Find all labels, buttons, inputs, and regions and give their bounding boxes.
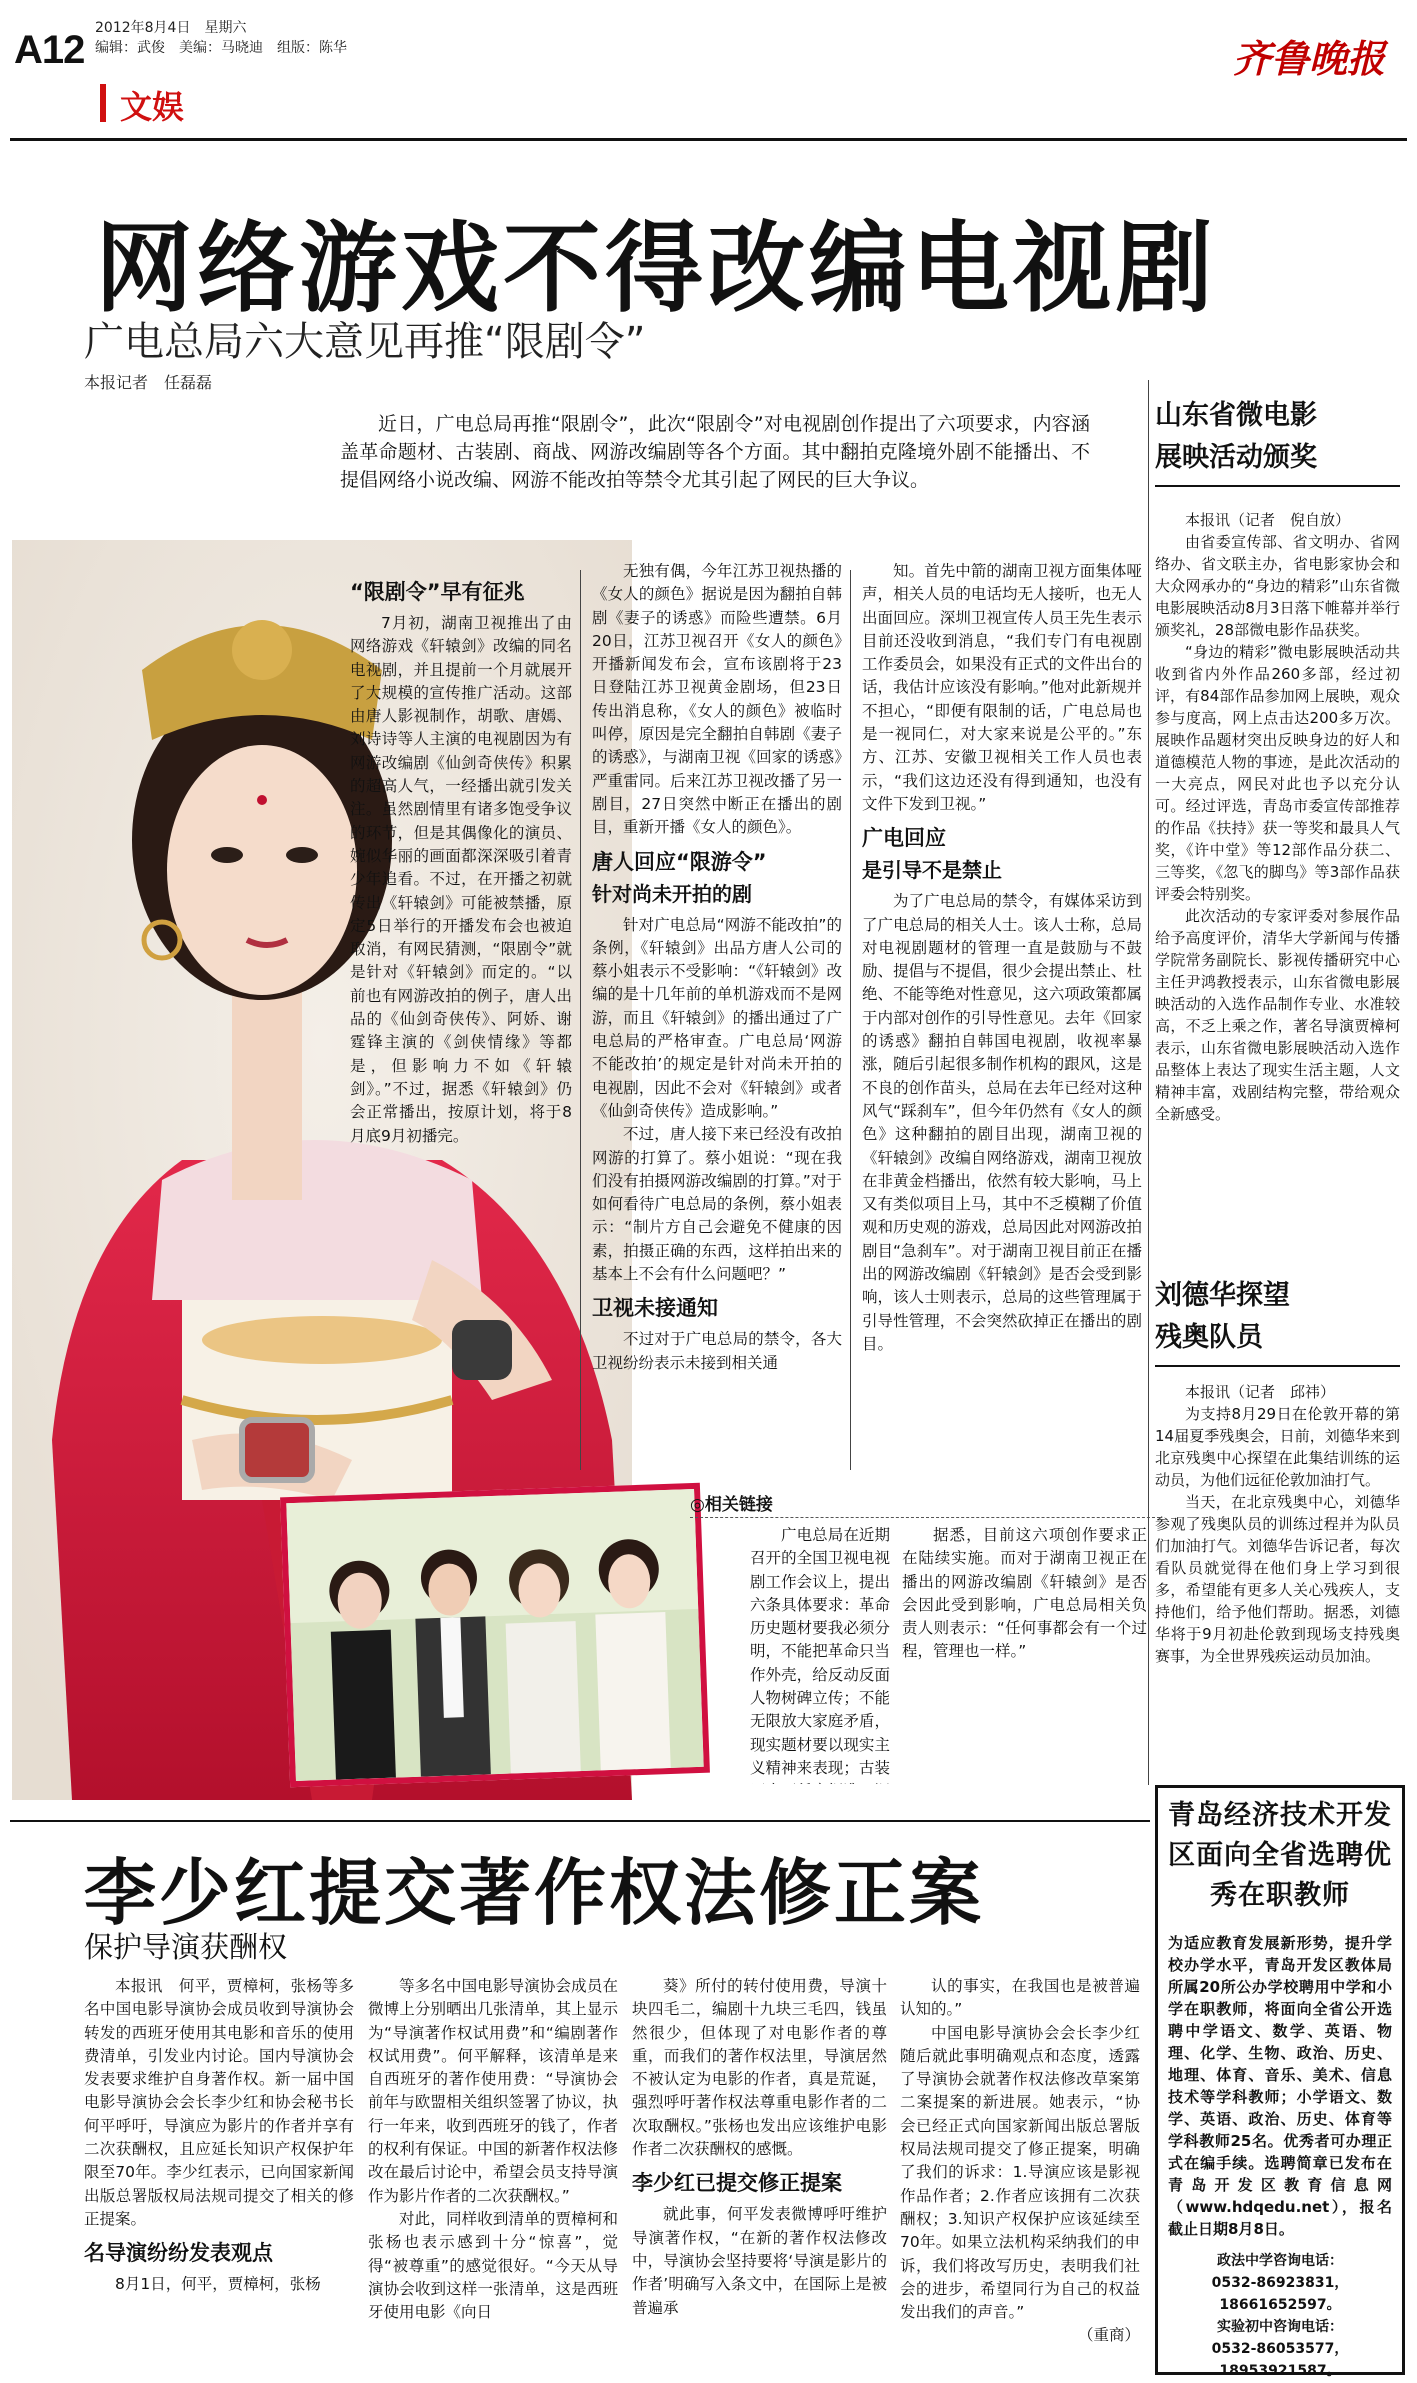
article-divider [10,1820,1150,1822]
article2-column-2 [368,1975,618,2375]
column-heading: 名导演纷纷发表观点 [84,2241,273,2266]
paragraph: 针对广电总局“网游不能改拍”的条例，《轩辕剑》出品方唐人公司的蔡小姐表示不受影响：“《轩辕剑》改编的是十几年前的单机游戏而不是网游，而且《轩辕剑》的播出通过了广电总局的严格审查。广电总局‘网游不能改拍’的规定是针对尚未开拍的电视剧，因此不会对《轩辕剑》或者《仙剑奇侠传》造成影响。” [592,915,842,1120]
ad-contact-line: 0532-86923831，18661652597。 [1211,2275,1349,2313]
article-column-2 [592,560,842,1480]
column-heading: 卫视未接通知 [592,1296,718,1321]
article2-column-3 [632,1975,887,2375]
column-subheading: 针对尚未开拍的剧 [592,881,752,906]
ad-contact-line: 实验初中咨询电话： [1217,2319,1343,2335]
article-column-1 [350,570,572,1490]
article2-credit: （重商） [1077,2326,1140,2345]
article2-headline: 李少红提交著作权法修正案 [84,1851,985,1935]
newspaper-logo: 齐鲁晚报 [1232,36,1385,81]
article2-column-4 [900,1975,1140,2375]
ad-title: 青岛经济技术开发区面向全省选聘优秀在职教师 [1168,1800,1392,1911]
ad-text: 为适应教育发展新形势，提升学校办学水平，青岛开发区教体局所属20所公办学校聘用中学和小学在职教师，将面向全省公开选聘中学语文、数学、英语、物理、化学、生物、政治、历史、地理、体育、音乐、美术、信息技术等学科教师；小学语文、数学、英语、政治、历史、体育等学科教师25名。优秀者可办理正式在编手续。选聘简章已发布在青岛开发区教育信息网（www.hdqedu.net），报名截止日期8月8日。 [1168,1934,1392,2238]
paragraph: 不过对于广电总局的禁令，各大卫视纷纷表示未接到相关通 [592,1330,842,1372]
header-rule [10,138,1407,141]
paragraph: 对此，同样收到清单的贾樟柯和张杨也表示感到十分“惊喜”，觉得“被尊重”的感觉很好。“今天从导演协会收到这样一张清单，这是西班牙使用电影《向日 [368,2209,618,2322]
paragraph: 由省委宣传部、省文明办、省网络办、省文联主办，省电影家协会和大众网承办的“身边的精彩”山东省微电影展映活动8月3日落下帷幕并举行颁奖礼，28部微电影作品获奖。 [1155,533,1400,639]
article-lead: 近日，广电总局再推“限剧令”，此次“限剧令”对电视剧创作提出了六项要求，内容涵盖革命题材、古装剧、商战、网游改编剧等各个方面。其中翻拍克隆境外剧不能播出、不提倡网络小说改编、网游不能改拍等禁令尤其引起了网民的巨大争议。 [340,413,1090,491]
column-subheading: 是引导不是禁止 [862,858,1002,883]
article2-subheadline: 保护导演获酬权 [84,1930,288,1964]
column-heading: 唐人回应“限游令” [592,849,767,874]
column-heading: “限剧令”早有征兆 [350,580,525,604]
section-title: 文娱 [120,88,185,126]
article2-column-1 [84,1975,354,2375]
sidebar-headline: 展映活动颁奖 [1155,442,1317,473]
ad-contacts [1168,2250,1392,2382]
sidebar-byline: 本报讯（记者 邱祎） [1185,1383,1336,1401]
paragraph: 知。首先中箭的湖南卫视方面集体哑声，相关人员的电话均无人接听，也无人出面回应。深圳卫视宣传人员王先生表示目前还没收到消息，“我们专门有电视剧工作委员会，如果没有正式的文件出台的话，我估计应该没有影响。”他对此新规并不担心，“即便有限制的话，广电总局也是一视同仁，对大家来说是公平的。”东方、江苏、安徽卫视相关工作人员也表示，“我们这边还没有得到通知，也没有文件下发到卫视。” [862,562,1142,813]
editors-line: 编辑：武俊 美编：马晓迪 组版：陈华 [95,40,347,56]
cast-illustration [286,1489,703,1781]
page-number: A12 [14,28,85,72]
ad-contact-line: 政法中学咨询电话： [1217,2253,1343,2269]
sidebar-story-1-title [1155,395,1400,487]
paragraph: 广电总局在近期召开的全国卫视电视剧工作会议上，提出六条具体要求：革命历史题材要我必须分明，不能把革命只当作外壳，给反动反面人物树碑立传；不能无限放大家庭矛盾，现实题材要以现实主义精神来表现；古装 [750,1526,890,1777]
paragraph: 为了广电总局的禁令，有媒体采访到了广电总局的相关人士。该人士称，总局对电视剧题材的管理一直是鼓励与不鼓励、提倡与不提倡，很少会提出禁止、杜绝、不能等绝对性意见，这六项政策都属于内部对创作的引导性意见。去年《回家的诱惑》翻拍自韩国电视剧，收视率暴涨，随后引起很多制作机构的跟风，这是不良的创作苗头，总局在去年已经对这种风气“踩刹车”，但今年仍然有《女人的颜色》这种翻拍的剧目出现，湖南卫视的《轩辕剑》改编自网络游戏，湖南卫视放在非黄金档播出，依然有较大影响，马上又有类似项目上马，其中不乏模糊了价值观和历史观的游戏，总局因此对网游改拍剧目“急刹车”。对于湖南卫视目前正在播出的网游改编剧《轩辕剑》是否会受到影响，该人士则表示，总局的这些管理属于引导性管理，不会突然砍掉正在播出的剧目。 [862,892,1142,1353]
sidebar-story-2-title [1155,1275,1400,1367]
issue-weekday: 星期六 [204,20,247,36]
paragraph: 就此事，何平发表微博呼吁维护导演著作权，“在新的著作权法修改中，导演协会坚持要将‘导演是影片的作者’明确写入条文中，在国际上是被普遍承 [632,2205,887,2317]
recruitment-ad [1155,1785,1405,2379]
related-title: ◎相关链接 [690,1490,1160,1518]
column-heading: 李少红已提交修正提案 [632,2171,842,2196]
related-links-box [690,1490,1160,1790]
issue-info [95,18,347,58]
paragraph: 7月初，湖南卫视推出了由网络游戏《轩辕剑》改编的同名电视剧，并且提前一个月就展开了大规模的宣传推广活动。这部由唐人影视制作，胡歌、唐嫣、刘诗诗等人主演的电视剧因为有网游改编剧《仙剑奇侠传》积累的超高人气，一经播出就引发关注。虽然剧情里有诸多饱受争议的环节，但是其偶像化的演员、婉似华丽的画面都深深吸引着青少年追看。不过，在开播之初就传出《轩辕剑》可能被禁播，原定5日举行的开播发布会也被迫取消，有网民猜测，“限剧令”就是针对《轩辕剑》而定的。“以前也有网游改拍的例子，唐人出品的《仙剑奇侠传》、阿娇、谢霆锋主演的《剑侠情缘》等都是，但影响力不如《轩辕剑》。”不过，据悉《轩辕剑》仍会正常播出，按原计划，将于8月底9月初播完。 [350,614,572,1145]
related-title-text: 相关链接 [704,1495,773,1515]
article-headline: 网络游戏不得改编电视剧 [95,212,1218,326]
article-byline: 本报记者 任磊磊 [84,373,213,392]
sidebar-headline: 残奥队员 [1155,1322,1263,1353]
related-column-2 [902,1524,1147,1784]
sidebar [1155,395,1400,1786]
sidebar-byline: 本报讯（记者 倪自放） [1185,511,1351,529]
article-subheadline: 广电总局六大意见再推“限剧令” [84,319,646,365]
column-heading: 广电回应 [862,826,946,851]
column-divider [850,570,851,1470]
column-divider [580,570,581,1470]
paragraph: 等多名中国电影导演协会成员在微博上分别晒出几张清单，其上显示为“导演著作权试用费”和“编剧著作权试用费”。何平解释，该清单是来自西班牙的著作使用费：“导演协会前年与欧盟相关组织签署了协议，执行一年来，收到西班牙的钱了，作者的权利有保证。中国的新著作权法修改在最后讨论中，希望会员支持导演作为影片作者的二次获酬权。” [368,1977,618,2205]
paragraph: 当天，在北京残奥中心，刘德华参观了残奥队员的训练过程并为队员们加油打气。刘德华告诉记者，每次看队员就觉得在他们身上学习到很多，希望能有更多人关心残疾人，支持他们，给予他们帮助。据悉，刘德华将于9月初赴伦敦到现场支持残奥赛事，为全世界残疾运动员加油。 [1155,1493,1400,1665]
paragraph: “身边的精彩”微电影展映活动共收到省内外作品260多部，经过初评，有84部作品参加网上展映，观众参与度高，网上点击达200多万次。展映作品题材突出反映身边的好人和道德模范人物的事迹，是此次活动的一大亮点，网民对此也予以充分认可。经过评选，青岛市委宣传部推荐的作品《扶持》获一等奖和最具人气奖，《许中堂》等12部作品分获二、三等奖，《忽飞的脚鸟》等3部作品获评委会特别奖。 [1155,643,1400,903]
paragraph: 据悉，目前这六项创作要求正在陆续实施。而对于湖南卫视正在播出的网游改编剧《轩辕剑》是否会因此受到影响，广电总局相关负责人则表示：“任何事都会有一个过程，管理也一样。” [902,1526,1147,1661]
paragraph: 认的事实，在我国也是被普遍认知的。” [900,1977,1140,2019]
paragraph: 中国电影导演协会会长李少红随后就此事明确观点和态度，透露了导演协会就著作权法修改草案第二案提案的新进展。她表示，“协会已经正式向国家新闻出版总署版权局法规司提交了修正提案，明确了我们的诉求：1.导演应该是影视作品作者；2.作者应该拥有二次获酬权；3.知识产权保护应该延续至70年。如果立法机构采纳我们的申诉，我们将改写历史，表明我们社会的进步，希望同行为自己的权益发出我们的声音。” [900,2023,1140,2322]
paragraph: 本报讯 何平，贾樟柯，张杨等多名中国电影导演协会成员收到导演协会转发的西班牙使用其电影和音乐的使用费清单，引发业内讨论。国内导演协会发表要求维护自身著作权。新一届中国电影导演协会会长李少红和协会秘书长何平呼吁，导演应为影片的作者并享有二次获酬权，且应延长知识产权保护年限至70年。李少红表示，已向国家新闻出版总署版权局法规司提交了相关的修正提案。 [84,1977,354,2228]
paragraph: 为支持8月29日在伦敦开幕的第14届夏季残奥会，日前，刘德华来到北京残奥中心探望在此集结训练的运动员，为他们远征伦敦加油打气。 [1155,1405,1400,1489]
section-marker [100,84,106,122]
paragraph: 此次活动的专家评委对参展作品给予高度评价，清华大学新闻与传播学院常务副院长、影视传播研究中心主任尹鸿教授表示，山东省微电影展映活动的入选作品制作专业、水准较高，不乏上乘之作，著名导演贾樟柯表示，山东省微电影展映活动入选作品整体上表达了现实生活主题，人文精神丰富，戏剧结构完整，带给观众全新感受。 [1155,907,1400,1123]
tv-cast-photo [280,1483,710,1787]
sidebar-story-1 [1155,509,1400,1269]
ad-contact-line: 0532-86053577，18953921587。 [1211,2341,1349,2379]
sidebar-headline: 刘德华探望 [1155,1280,1290,1311]
related-column-1 [690,1524,890,1784]
sidebar-story-2 [1155,1381,1400,1786]
paragraph: 无独有偶，今年江苏卫视热播的《女人的颜色》据说是因为翻拍自韩剧《妻子的诱惑》而险些遭禁。6月20日，江苏卫视召开《女人的颜色》开播新闻发布会，宣布该剧将于23日登陆江苏卫视黄金剧场，但23日传出消息称，《女人的颜色》被临时叫停，原因是完全翻拍自韩剧《妻子的诱惑》，与湖南卫视《回家的诱惑》严重雷同。后来江苏卫视改播了另一剧目，27日突然中断正在播出的剧目，重新开播《女人的颜色》。 [592,562,842,837]
sidebar-headline: 山东省微电影 [1155,400,1317,431]
paragraph: 不过，唐人接下来已经没有改拍网游的打算了。蔡小姐说：“现在我们没有拍摄网游改编剧的打算。”对于如何看待广电总局的条例，蔡小姐表示：“制片方自己会避免不健康的因素，拍摄正确的东西，这样拍出来的基本上不会有什么问题吧？” [592,1125,842,1284]
paragraph: 8月1日，何平，贾樟柯，张杨 [115,2275,321,2294]
article-column-3 [862,560,1142,1480]
paragraph: 葵》所付的转付使用费，导演十块四毛二，编剧十九块三毛四，钱虽然很少，但体现了对电影作者的尊重，而我们的著作权法里，导演居然不被认定为电影的作者，真是荒诞，强烈呼吁著作权法尊重电影作者的二次取酬权。”张杨也发出应该维护电影作者二次获酬权的感慨。 [632,1977,887,2159]
issue-date: 2012年8月4日 [95,20,191,36]
